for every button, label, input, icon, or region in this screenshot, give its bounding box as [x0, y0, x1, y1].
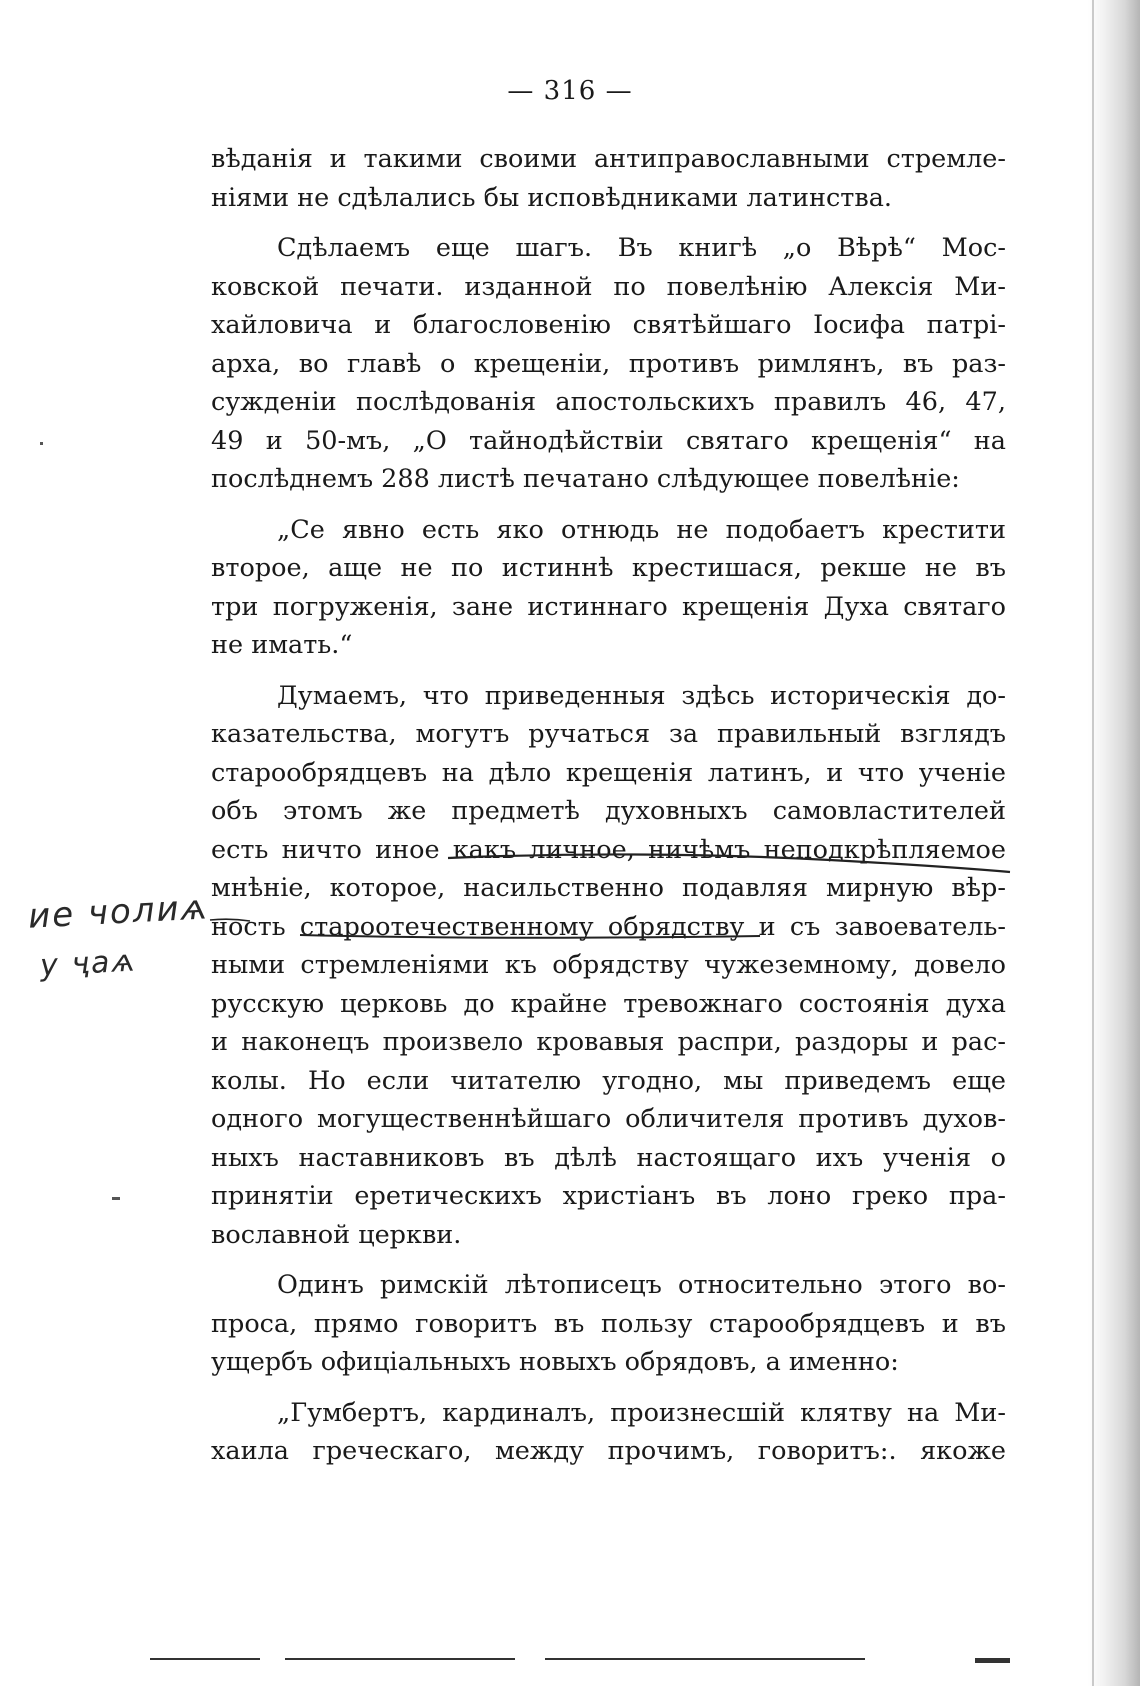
bottom-rule-4 — [975, 1658, 1010, 1663]
stray-dot — [40, 442, 43, 445]
margin-note-2: у ҷаѧ — [39, 943, 138, 984]
text-line: ніями не сдѣлались бы исповѣдниками латинства. — [211, 182, 893, 213]
text-line: русскую церковь до крайне тревожнаго состоянія духа — [211, 988, 1006, 1019]
text-line: сужденіи послѣдованія апостольскихъ правилъ 46, 47, — [211, 387, 1006, 417]
bottom-rule-2 — [285, 1658, 515, 1660]
text-line: хайловича и благословенію святѣйшаго Іосифа патрі- — [211, 310, 1006, 340]
text-line: „Гумбертъ, кардиналъ, произнесшій клятву на Ми- — [277, 1397, 1006, 1428]
text-line: три погруженія, зане истиннаго крещенія Духа святаго — [211, 591, 1006, 622]
underline-mark-2 — [300, 935, 760, 938]
text-line: казательства, могутъ ручаться за правильный взглядъ — [211, 719, 1006, 749]
text-line: вославной церкви. — [211, 1219, 462, 1250]
text-line: вѣданія и такими своими антиправославными стремле- — [211, 144, 1006, 174]
text-line: одного могущественнѣйшаго обличителя противъ духов- — [211, 1104, 1006, 1134]
text-line: ковской печати. изданной по повелѣнію Алексія Ми- — [211, 271, 1006, 302]
text-line: ущербъ офиціальныхъ новыхъ обрядовъ, а именно: — [211, 1347, 899, 1377]
text-line: старообрядцевъ на дѣло крещенія латинъ, и что ученіе — [211, 757, 1006, 788]
page-number: — 316 — — [507, 76, 633, 106]
text-line: не имать.“ — [211, 630, 353, 660]
stray-mark — [112, 1197, 120, 1200]
text-line: арха, во главѣ о крещеніи, противъ римлянъ, въ раз- — [211, 348, 1006, 379]
text-line: ныхъ наставниковъ въ дѣлѣ настоящаго ихъ ученія о — [211, 1142, 1006, 1173]
text-line: второе, аще не по истиннѣ крестишася, рекше не въ — [211, 553, 1006, 583]
text-line: колы. Но если читателю угодно, мы приведемъ еще — [211, 1065, 1006, 1096]
bottom-rule-3 — [545, 1658, 865, 1660]
text-line: Одинъ римскій лѣтописецъ относительно этого во- — [277, 1270, 1006, 1300]
text-line: и наконецъ произвело кровавыя распри, раздоры и рас- — [211, 1027, 1006, 1057]
bottom-rule-1 — [150, 1658, 260, 1660]
text-line: мнѣніе, которое, насильственно подавляя мирную вѣр- — [211, 873, 1006, 903]
text-line: проса, прямо говоритъ въ пользу старообрядцевъ и въ — [211, 1308, 1006, 1339]
margin-note-1: ие чолиѧ — [27, 887, 211, 937]
text-line: ность староотечественному обрядству и съ завоеватель- — [211, 911, 1006, 942]
text-line: хаила греческаго, между прочимъ, говоритъ:. якоже — [211, 1436, 1006, 1466]
underline-mark-1 — [448, 854, 1010, 872]
text-line: „Се явно есть яко отнюдь не подобаетъ крестити — [277, 514, 1006, 545]
text-line: ными стремленіями къ обрядству чужеземному, довело — [211, 950, 1006, 980]
text-line: послѣднемъ 288 листѣ печатано слѣдующее повелѣніе: — [211, 464, 960, 494]
text-line: объ этомъ же предметѣ духовныхъ самовластителей — [211, 796, 1006, 826]
underline-mark-3 — [210, 919, 250, 921]
text-line: Сдѣлаемъ еще шагъ. Въ книгѣ „о Вѣрѣ“ Мос- — [277, 233, 1006, 263]
text-line: Думаемъ, что приведенныя здѣсь историческія до- — [277, 680, 1006, 711]
text-line: принятіи еретическихъ христіанъ въ лоно греко пра- — [211, 1181, 1006, 1211]
text-line: есть ничто иное какъ личное, ничѣмъ неподкрѣпляемое — [211, 834, 1006, 865]
text-line: 49 и 50-мъ, „О тайнодѣйствіи святаго крещенія“ на — [211, 425, 1006, 456]
